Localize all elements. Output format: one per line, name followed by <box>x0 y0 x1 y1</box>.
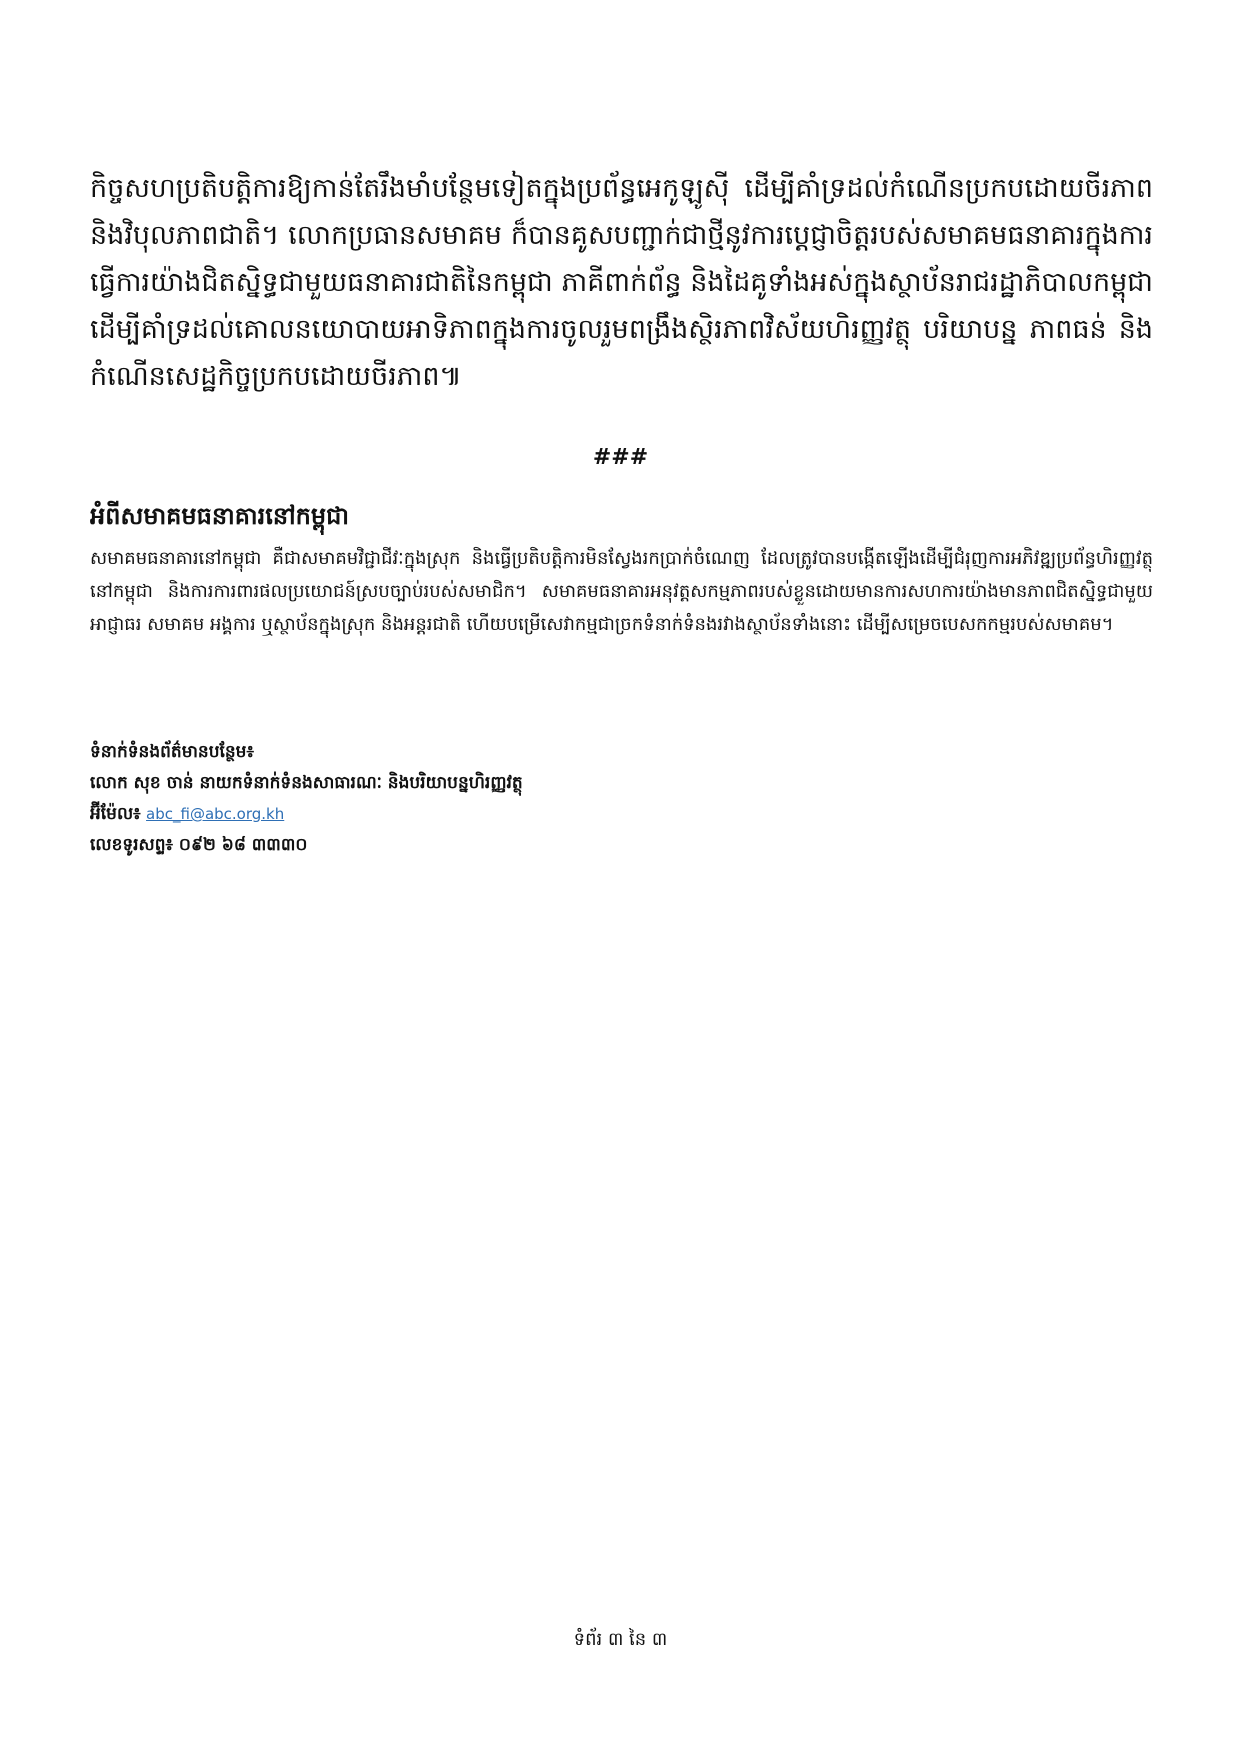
page-number: ទំព័រ ៣ នៃ ៣ <box>573 1629 668 1650</box>
main-paragraph: កិច្ចសហប្រតិបត្តិការឱ្យកាន់តែរឹងមាំបន្ថែមទៀតក្នុងប្រព័ន្ធអេកូឡូស៊ី ដើម្បីគាំទ្រដល់កំណើនប្រកបដោយចីរភាពនិងវិបុលភាពជាតិ។ លោកប្រធានសមាគម ក៏បានគូសបញ្ជាក់ជាថ្មីនូវការប្តេជ្ញាចិត្តរបស់សមាគមធនាគារក្នុងការធ្វើការយ៉ាងជិតស្និទ្ធជាមួយធនាគារជាតិនៃកម្ពុជា ភាគីពាក់ព័ន្ធ និងដៃគូទាំងអស់ក្នុងស្ថាប័នរាជរដ្ឋាភិបាលកម្ពុជា ដើម្បីគាំទ្រដល់គោលនយោបាយអាទិភាពក្នុងការចូលរួមពង្រឹងស្ថិរភាពវិស័យហិរញ្ញវត្ថុ បរិយាបន្ន ភាពធន់ និងកំណើនសេដ្ឋកិច្ចប្រកបដោយចីរភាព៕ <box>90 173 1153 392</box>
about-paragraph: សមាគមធនាគារនៅកម្ពុជា គឺជាសមាគមវិជ្ជាជីវៈក្នុងស្រុក និងធ្វើប្រតិបត្តិការមិនស្វែងរកប្រាក់ចំណេញ ដែលត្រូវបានបង្កើតឡើងដើម្បីជំរុញការអភិវឌ្ឍប្រព័ន្ធហិរញ្ញវត្ថុនៅកម្ពុជា និងការការពារផលប្រយោជន៍ស្របច្បាប់របស់សមាជិក។ សមាគមធនាគារអនុវត្តសកម្មភាពរបស់ខ្លួនដោយមានការសហការយ៉ាងមានភាពជិតស្និទ្ធជាមួយអាជ្ញាធរ សមាគម អង្គការ ឬស្ថាប័នក្នុងស្រុក និងអន្តរជាតិ ហើយបម្រើសេវាកម្មជាច្រកទំនាក់ទំនងរវាងស្ថាប័នទាំងនោះ ដើម្បីសម្រេចបេសកកម្មរបស់សមាគម។ <box>90 548 1153 635</box>
contact-block <box>90 737 523 861</box>
email-link[interactable]: abc_fi@abc.org.kh <box>146 805 285 823</box>
email-label: អ៊ីម៉ែល៖ <box>90 804 141 824</box>
contact-email-row <box>90 799 523 830</box>
contact-heading: ទំនាក់ទំនងព័ត៌មានបន្ថែម៖ <box>90 742 254 762</box>
contact-person: លោក សុខ ចាន់ នាយកទំនាក់ទំនងសាធារណៈ និងបរិយាបន្នហិរញ្ញវត្ថុ <box>90 773 523 793</box>
section-separator: ### <box>592 445 649 470</box>
about-heading: អំពីសមាគមធនាគារនៅកម្ពុជា <box>90 502 349 530</box>
contact-phone: លេខទូរសព្ទ៖ ០៩២ ៦៨ ៣៣៣០ <box>90 835 308 855</box>
